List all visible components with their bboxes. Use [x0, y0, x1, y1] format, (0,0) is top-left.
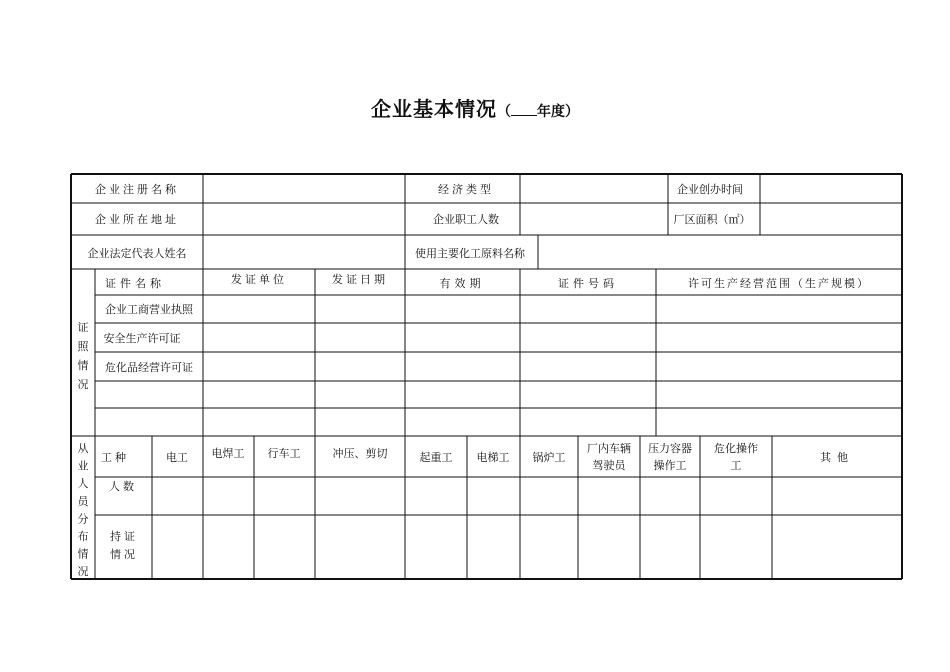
cert-section-char: 情	[77, 359, 89, 372]
vehicle-driver-line: 厂内车辆	[587, 442, 631, 455]
cert-header-scope: 许可生产经营范围（生产规模）	[688, 277, 870, 290]
cert-name-business-license: 企业工商营业执照	[105, 303, 193, 316]
label-reg-name: 企业注册名称	[95, 183, 179, 196]
pressure-vessel-line: 压力容器	[648, 442, 692, 455]
label-founded: 企业创办时间	[677, 183, 743, 196]
staff-type-stamping: 冲压、剪切	[332, 447, 388, 460]
staff-type-electrician: 电工	[166, 451, 188, 464]
title-open: （	[497, 104, 511, 120]
label-legal-rep: 企业法定代表人姓名	[87, 247, 187, 260]
staff-type-vehicle-driver	[587, 441, 631, 472]
cert-header-date: 发证日期	[332, 273, 388, 286]
staff-type-elevator: 电梯工	[476, 451, 510, 464]
staff-section-char: 人	[77, 477, 89, 491]
staff-type-welder: 电焊工	[211, 447, 245, 460]
staff-section-char: 员	[77, 494, 89, 508]
cert-name-hazchem-permit: 危化品经营许可证	[105, 361, 193, 374]
cert-header-issuer: 发证单位	[231, 273, 287, 286]
staff-type-boiler: 锅炉工	[532, 451, 566, 464]
label-area: 厂区面积（㎡）	[673, 213, 751, 226]
staff-type-hoisting: 起重工	[419, 451, 453, 464]
staff-section-char: 从	[77, 442, 89, 455]
cert-section-char: 照	[77, 340, 89, 353]
cert-section-char: 证	[77, 321, 89, 334]
pressure-vessel-line: 操作工	[653, 459, 687, 472]
cert-header-name: 证件名称	[105, 277, 165, 290]
staff-section-label	[78, 442, 90, 578]
label-employees: 企业职工人数	[433, 213, 499, 226]
staff-type-other: 其他	[820, 451, 854, 464]
staff-certified-label	[110, 529, 138, 561]
staff-count-label: 人数	[109, 480, 137, 493]
staff-type-crane-operator: 行车工	[267, 447, 301, 460]
staff-section-char: 布	[77, 530, 89, 543]
staff-section-char: 情	[77, 547, 89, 561]
cert-section-label	[78, 321, 90, 391]
hazchem-op-line: 危化操作	[714, 442, 758, 455]
form-grid	[71, 174, 902, 579]
staff-section-char: 况	[77, 565, 89, 579]
staff-section-char: 业	[77, 459, 89, 473]
title-suffix: 年度）	[537, 104, 579, 120]
staff-work-type: 工种	[101, 451, 129, 464]
staff-type-pressure-vessel	[648, 441, 692, 472]
certified-line: 持证	[110, 530, 138, 543]
label-econ-type: 经济类型	[438, 183, 494, 196]
vehicle-driver-line: 驾驶员	[592, 459, 626, 472]
staff-type-hazchem-operator	[714, 441, 758, 472]
cert-header-number: 证件号码	[558, 277, 618, 290]
cert-header-validity: 有效期	[439, 277, 485, 290]
label-address: 企业所在地址	[95, 213, 179, 226]
certified-line: 情况	[110, 548, 138, 561]
title-main: 企业基本情况	[371, 97, 497, 121]
cert-name-safety-permit: 安全生产许可证	[103, 332, 181, 345]
label-materials: 使用主要化工原料名称	[415, 247, 525, 260]
cert-section-char: 况	[77, 378, 89, 391]
staff-section-char: 分	[77, 512, 89, 526]
hazchem-op-line: 工	[730, 459, 742, 472]
